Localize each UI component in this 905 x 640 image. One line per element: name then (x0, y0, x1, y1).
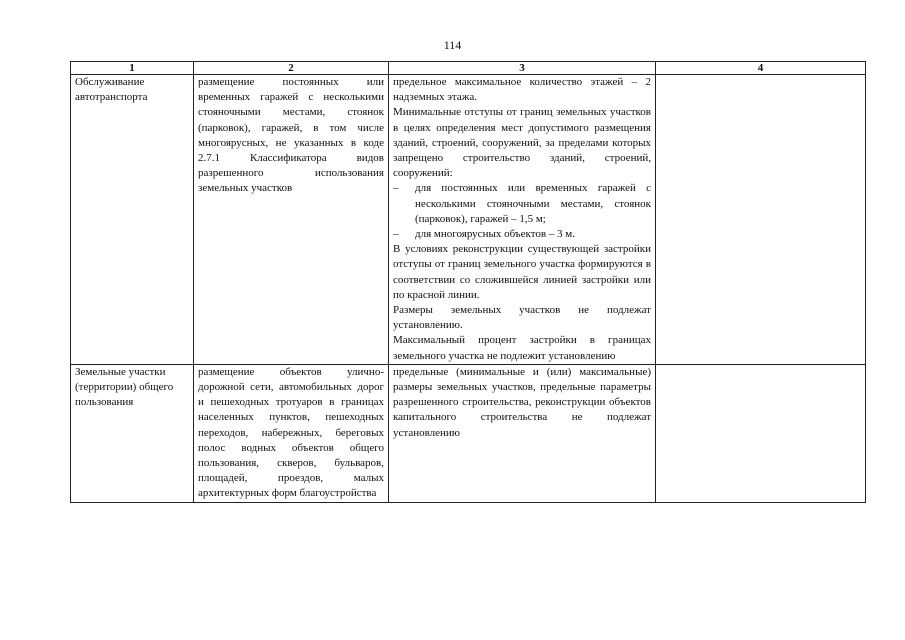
column-header-3: 3 (389, 62, 656, 75)
dash-marker: – (393, 228, 399, 241)
use-type-description: размещение постоянных или временных гаражей с несколькими стояночными местами, стоянок (парковок), гаражей, в том числе многоярусных, не указанных в коде 2.7.1 Классификатора видов разрешенного использования земельных участков (194, 75, 389, 365)
dash-list-item (393, 227, 651, 242)
param-paragraph: Размеры земельных участков не подлежат установлению. (393, 304, 651, 332)
dash-list-text: для постоянных или временных гаражей с несколькими стояночными местами, стоянок (парковок), гаражей – 1,5 м; (415, 182, 651, 225)
param-paragraph: Максимальный процент застройки в границах земельного участка не подлежит установлению (393, 334, 651, 362)
column-header-4: 4 (656, 62, 866, 75)
table-row (71, 75, 866, 365)
table-row (71, 364, 866, 502)
regulations-table (70, 61, 866, 503)
dash-marker: – (393, 182, 399, 195)
use-type-parameters (389, 75, 656, 365)
restrictions-cell (656, 75, 866, 365)
use-type-name: Обслуживание автотранспорта (71, 75, 194, 365)
use-type-description: размещение объектов улично-дорожной сети, автомобильных дорог и пешеходных тротуаров в границах населенных пунктов, пешеходных переходов, набережных, береговых полос водных объектов общего пользования, скверов, бульваров, площадей, проездов, малых архитектурных форм благоустройства (194, 364, 389, 502)
dash-list-text: для многоярусных объектов – 3 м. (415, 228, 576, 241)
use-type-name: Земельные участки (территории) общего пользования (71, 364, 194, 502)
column-header-2: 2 (194, 62, 389, 75)
table-header-row (71, 62, 866, 75)
param-paragraph: предельные (минимальные и (или) максимальные) размеры земельных участков, предельные параметры разрешенного строительства, реконструкции объектов капитального строительства не подлежат установлению (393, 365, 651, 439)
param-paragraph: Минимальные отступы от границ земельных участков в целях определения мест допустимого размещения зданий, строений, сооружений, за пределами которых запрещено строительство зданий, строений, сооружений: (393, 106, 651, 180)
dash-list-item (393, 181, 651, 227)
restrictions-cell (656, 364, 866, 502)
param-paragraph: предельное максимальное количество этажей – 2 надземных этажа. (393, 76, 651, 104)
page-number: 114 (443, 38, 462, 52)
column-header-1: 1 (71, 62, 194, 75)
use-type-parameters (389, 364, 656, 502)
param-paragraph: В условиях реконструкции существующей застройки отступы от границ земельного участка формируются в соответствии со сложившейся линией застройки или по красной линии. (393, 243, 651, 301)
